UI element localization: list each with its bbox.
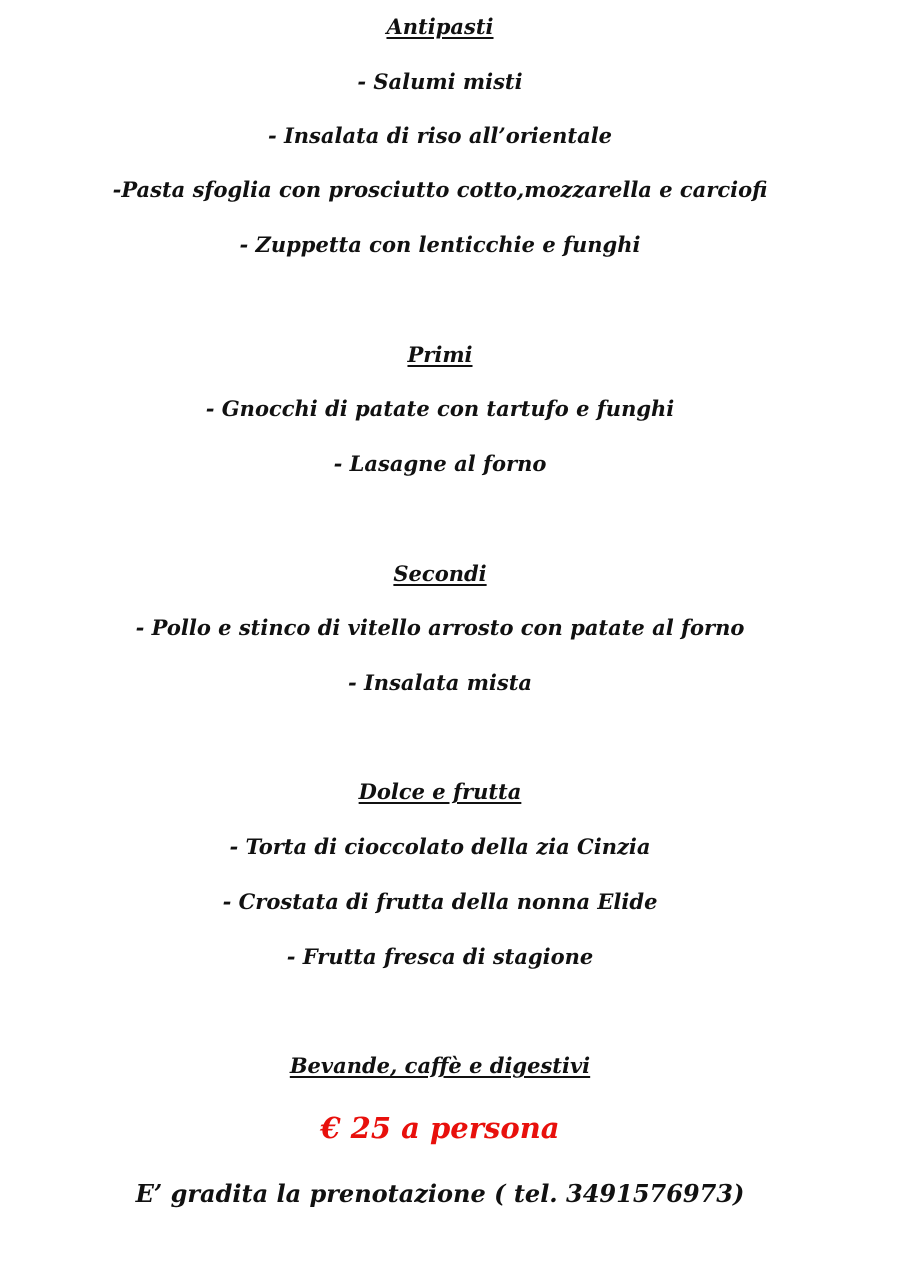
antipasti-item: - Insalata di riso all’orientale (267, 123, 613, 148)
price-text: € 25 a persona (320, 1111, 560, 1145)
secondi-item: - Insalata mista (347, 670, 533, 695)
primi-item: - Lasagne al forno (333, 451, 547, 476)
dolce-item: - Frutta fresca di stagione (286, 944, 594, 969)
primi-item: - Gnocchi di patate con tartufo e funghi (205, 396, 675, 421)
primi-heading: Primi (407, 342, 473, 367)
booking-note: E’ gradita la prenotazione ( tel. 3491576973) (135, 1179, 745, 1208)
dolce-item: - Torta di cioccolato della zia Cinzia (229, 834, 651, 859)
antipasti-item: -Pasta sfoglia con prosciutto cotto,mozzarella e carciofi (112, 177, 768, 202)
dolce-heading: Dolce e frutta (358, 779, 522, 804)
antipasti-item: - Zuppetta con lenticchie e funghi (239, 232, 641, 257)
secondi-heading: Secondi (393, 561, 487, 586)
secondi-item: - Pollo e stinco di vitello arrosto con patate al forno (135, 615, 745, 640)
antipasti-heading: Antipasti (386, 14, 494, 39)
bevande-heading: Bevande, caffè e digestivi (289, 1053, 591, 1078)
antipasti-item: - Salumi misti (357, 69, 523, 94)
dolce-item: - Crostata di frutta della nonna Elide (222, 889, 658, 914)
